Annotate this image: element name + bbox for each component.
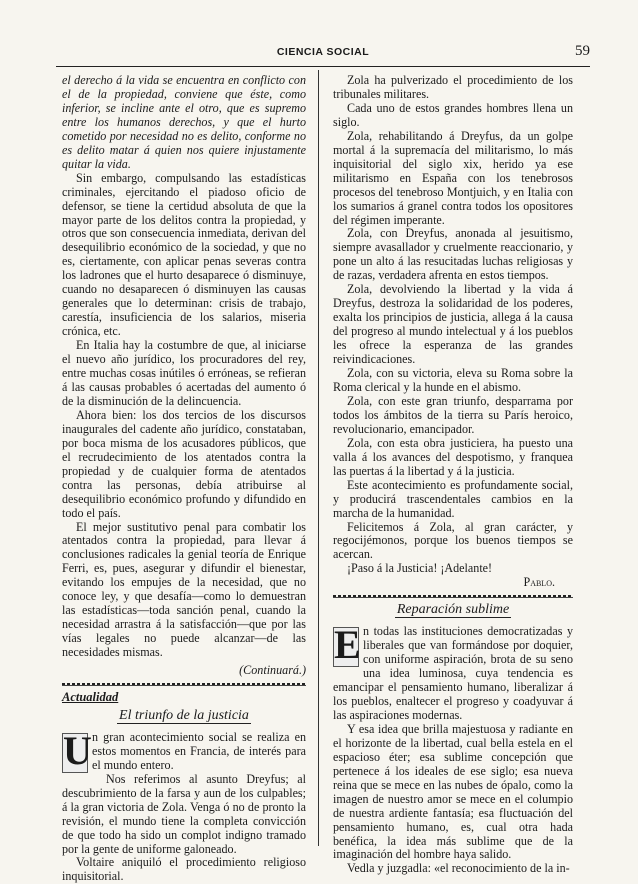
paragraph: n gran acontecimiento social se realiza en estos momentos en Francia, de interés para el mundo entero. <box>92 729 306 772</box>
paragraph: Zola, con su victoria, eleva su Roma sobre la Roma clerical y la hunde en el abismo. <box>333 366 573 394</box>
continued-note: (Continuará.) <box>239 663 306 678</box>
paragraph: Nos referimos al asunto Dreyfus; al descubrimiento de la farsa y aun de los culpables; á la gran victoria de Zola. Venga ó no de pronto la revisión, el mundo tiene la completa convicción de que todo ha sido un complot indigno tramado por la gente de uniforme galoneado. <box>62 771 306 856</box>
paragraph: En Italia hay la costumbre de que, al iniciarse el nuevo año jurídico, los procuradores del rey, entre muchas cosas inútiles ó erróneas, se refieran á las causas probables ó acertadas del aumento ó de la disminución de la delincuencia. <box>62 338 306 408</box>
paragraph: Zola, devolviendo la libertad y la vida á Dreyfus, destroza la solidaridad de los poderes, exalta los principios de justicia, allega á la causa del progreso al mundo intelectual y á los pueblos les ofrece la esperanza de las grandes reivindicaciones. <box>333 282 573 367</box>
paragraph: Zola, con Dreyfus, anonada al jesuitismo, siempre avasallador y cruelmente reaccionario, y pone un alto á las resucitadas luchas religiosas y de razas, verdadera afrenta en estos tiempos. <box>333 226 573 283</box>
section-heading: Actualidad <box>62 689 119 704</box>
paragraph: Vedla y juzgadla: «el reconocimiento de la in- <box>347 861 570 876</box>
paragraph: el derecho á la vida se encuentra en conflicto con el de la propiedad, conviene que éste, como inferior, se incline ante el otro, que es supremo entre los humanos derechos, y que el hurto cometido por necesidad no es delito, conforme no es delito matar á quien nos quiere injustamente quitar la vida. <box>62 73 306 171</box>
article-title-text: Reparación sublime <box>396 602 510 618</box>
left-column <box>62 74 306 884</box>
paragraph: Ahora bien: los dos tercios de los discursos inaugurales del cadente año jurídico, constataban, por boca misma de los acusadores públicos, que el recrudecimiento de los atentados contra la propiedad y de cualquier forma de atentados contra las personas, debía atribuirse al desequilibrio económico profundo y difundido en todo el país. <box>62 407 306 520</box>
paragraph: Zola, con este gran triunfo, desparrama por todos los ámbitos de la tierra su París heroico, revolucionario, emancipador. <box>333 393 573 436</box>
article-title <box>333 603 573 617</box>
paragraph: El mejor sustitutivo penal para combatir los atentados contra la propiedad, para llevar á conclusiones radicales la genial teoría de Enrique Ferri, es, pues, asegurar y difundir el bienestar, evitando los empujes de la necesidad, que no conoce ley, y que desafía—como lo demuestran las estadísticas—toda sanción penal, cuando la necesidad arrastra á la satisfacción—que por las vías legales no puede alcanzar—de las necesidades mismas. <box>62 519 306 660</box>
article-title-text: El triunfo de la justicia <box>119 707 249 723</box>
article-title <box>62 709 306 723</box>
divider <box>62 683 306 686</box>
drop-cap: E <box>334 622 361 668</box>
paragraph: n todas las instituciones democratizadas y liberales que van formándose por doquier, con uniforme aspiración, brota de su seno una idea luminosa, cuya tendencia es emancipar el pensamiento humano, liberalizar á los pueblos, enaltecer el progreso y coadyuvar á las aspiraciones modernas. <box>333 624 573 722</box>
paragraph: ¡Paso á la Justicia! ¡Adelante! <box>347 561 493 576</box>
right-column <box>333 74 573 876</box>
paragraph: Y esa idea que brilla majestuosa y radiante en el horizonte de la libertad, cual bella estela en el espacioso éter; esa sublime concepción que pertenece á los ideales de ese siglo; esa nueva reina que se mece en las nubes de ópalo, como la imagen de nuestro amor se mece en el columpio de nuestra ardiente fantasía; esa fluctuación del pensamiento humano, es, cual otra hada benéfica, la idea más sublime que de la imaginación del hombre haya salido. <box>333 721 573 862</box>
header-rule <box>56 66 590 67</box>
column-separator <box>318 70 319 846</box>
paragraph: Sin embargo, compulsando las estadísticas criminales, ejercitando el piadoso oficio de defensor, se tiene la certidud absoluta de que la mayor parte de los delitos contra la propiedad, y otros que son consecuencia inmediata, derivan del desequilibrio económico de la sociedad, y que no es, ciertamente, con aplicar penas severas contra los ladrones que el hurto desaparece ó disminuye, cuando no desaparecen ó disminuyen las causas generales que lo determinan: crisis de trabajo, carestía, insuficiencia de los salarios, miseria crónica, etc. <box>62 170 306 339</box>
paragraph: Cada uno de estos grandes hombres llena un siglo. <box>333 100 573 129</box>
drop-cap: U <box>63 727 92 773</box>
paragraph: Zola, con esta obra justiciera, ha puesto una valla á los avances del despotismo, y franquea las puertas á la libertad y á la justicia. <box>333 435 573 478</box>
paragraph: Zola, rehabilitando á Dreyfus, da un golpe mortal á la supremacía del militarismo, lo más inquisitorial del siglo xix, herido ya ese militarismo en España con los tenebrosos procesos del tenebroso Montjuich, y en Italia con los sumarios á granel contra todos los opositores del régimen imperante. <box>333 128 573 227</box>
paragraph: Voltaire aniquiló el procedimiento religioso inquisitorial. <box>62 855 306 884</box>
divider <box>333 595 573 598</box>
paragraph: Zola ha pulverizado el procedimiento de los tribunales militares. <box>333 73 573 101</box>
journal-title: CIENCIA SOCIAL <box>276 46 370 58</box>
page-header <box>56 43 590 66</box>
paragraph: Felicitemos á Zola, al gran carácter, y regocijémonos, porque los buenos tiempos se acercan. <box>333 519 573 562</box>
page-number: 59 <box>575 43 590 59</box>
paragraph: Este acontecimiento es profundamente social, y producirá trascendentales cambios en la marcha de la humanidad. <box>333 477 573 520</box>
signature: Pablo. <box>523 575 555 590</box>
